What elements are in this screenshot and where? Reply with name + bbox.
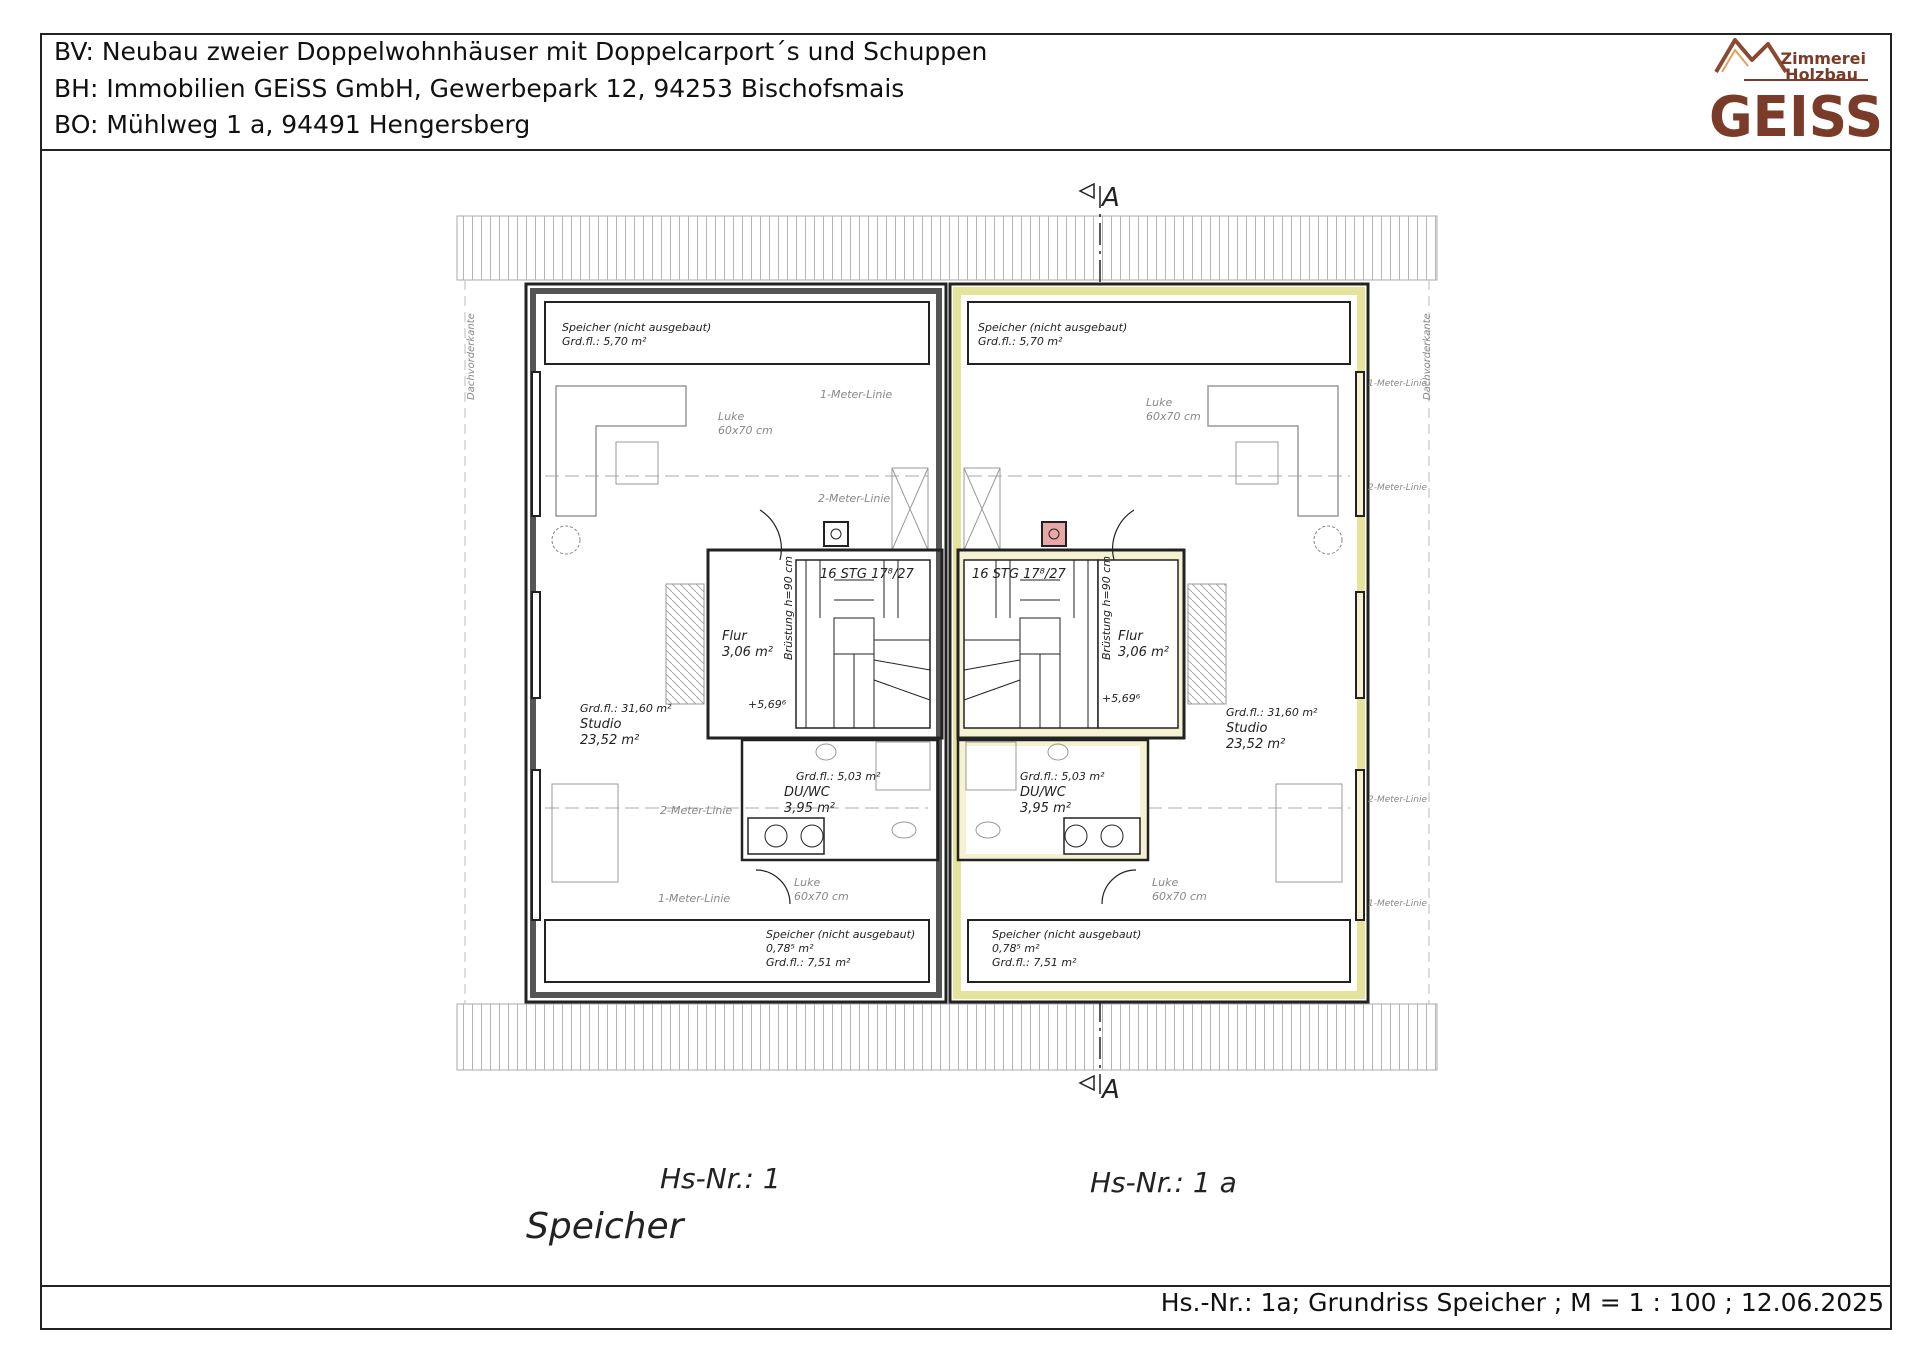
logo-zimmerei: Zimmerei <box>1780 49 1866 68</box>
two-meter-line-label: 2-Meter-Linie <box>818 492 891 505</box>
railing-label: Brüstung h=90 cm <box>782 556 795 660</box>
attic-bottom-area: 0,78⁵ m² <box>766 942 814 955</box>
attic-top-label: Speicher (nicht ausgebaut) <box>978 321 1128 334</box>
roof-mountain-icon <box>1716 40 1786 72</box>
bath-area: 3,95 m² <box>784 801 835 816</box>
attic-bottom-grd: Grd.fl.: 7,51 m² <box>992 956 1077 969</box>
chimney <box>1042 522 1066 546</box>
attic-top-label: Speicher (nicht ausgebaut) <box>562 321 712 334</box>
hatch-top-label: Luke <box>718 410 745 423</box>
attic-bottom-grd: Grd.fl.: 7,51 m² <box>766 956 851 969</box>
stairs-label: 16 STG 17⁸/27 <box>972 567 1066 582</box>
attic-top-area: Grd.fl.: 5,70 m² <box>978 335 1063 348</box>
flur-label: Flur <box>1118 629 1143 644</box>
attic-bottom-label: Speicher (nicht ausgebaut) <box>766 928 916 941</box>
flur-label: Flur <box>722 629 747 644</box>
studio-grd: Grd.fl.: 31,60 m² <box>580 702 672 715</box>
hatch-bottom-label: Luke <box>1152 876 1179 889</box>
one-meter-line-label-lower: 1-Meter-Linie <box>1368 899 1428 909</box>
client-line: BH: Immobilien GEiSS GmbH, Gewerbepark 12, 94253 Bischofsmais <box>54 74 905 103</box>
attic-bottom-area: 0,78⁵ m² <box>992 942 1040 955</box>
floor-name: Speicher <box>526 1206 684 1247</box>
hatch-bottom-label: Luke <box>794 876 821 889</box>
level-label: +5,69⁶ <box>748 698 787 711</box>
bath-label: DU/WC <box>1020 785 1066 800</box>
section-arrow-icon <box>1080 184 1094 198</box>
hatch-bottom-size: 60x70 cm <box>1152 890 1207 903</box>
hatch-bottom-size: 60x70 cm <box>794 890 849 903</box>
flur-area: 3,06 m² <box>1118 645 1169 660</box>
company-logo <box>1709 40 1883 150</box>
two-meter-line-label-lower: 2-Meter-Linie <box>1368 795 1428 805</box>
railing-label: Brüstung h=90 cm <box>1100 556 1113 660</box>
flur-area: 3,06 m² <box>722 645 773 660</box>
roof-edge-label-right: Dachvorderkante <box>1422 313 1433 400</box>
logo-brand: GEISS <box>1709 85 1883 150</box>
two-meter-line-label-lower: 2-Meter-Linie <box>660 804 733 817</box>
studio-area: 23,52 m² <box>1226 737 1286 752</box>
studio-grd: Grd.fl.: 31,60 m² <box>1226 706 1318 719</box>
one-meter-line-label: 1-Meter-Linie <box>1368 379 1428 389</box>
bath-grd: Grd.fl.: 5,03 m² <box>796 770 881 783</box>
stairs-label: 16 STG 17⁸/27 <box>820 567 914 582</box>
one-meter-line-label-lower: 1-Meter-Linie <box>658 892 731 905</box>
hatch-top-size: 60x70 cm <box>718 424 773 437</box>
hatch-top-label: Luke <box>1146 396 1173 409</box>
project-line: BV: Neubau zweier Doppelwohnhäuser mit Doppelcarport´s und Schuppen <box>54 37 988 66</box>
logo-holzbau: Holzbau <box>1785 65 1858 84</box>
bath-label: DU/WC <box>784 785 830 800</box>
level-label: +5,69⁶ <box>1102 692 1141 705</box>
studio-area: 23,52 m² <box>580 733 640 748</box>
section-marker-top: A <box>1102 183 1120 213</box>
bath-grd: Grd.fl.: 5,03 m² <box>1020 770 1105 783</box>
site-line: BO: Mühlweg 1 a, 94491 Hengersberg <box>54 110 531 139</box>
one-meter-line-label: 1-Meter-Linie <box>820 388 893 401</box>
attic-top-area: Grd.fl.: 5,70 m² <box>562 335 647 348</box>
footer-title-block: Hs.-Nr.: 1a; Grundriss Speicher ; M = 1 : 100 ; 12.06.2025 <box>1160 1288 1884 1317</box>
chimney <box>824 522 848 546</box>
house-1-plan <box>526 284 946 1002</box>
house-1-label: Hs-Nr.: 1 <box>660 1162 781 1195</box>
attic-bottom-label: Speicher (nicht ausgebaut) <box>992 928 1142 941</box>
house-1a-label: Hs-Nr.: 1 a <box>1090 1166 1237 1199</box>
section-marker-bottom: A <box>1102 1075 1120 1105</box>
hatch-top-size: 60x70 cm <box>1146 410 1201 423</box>
two-meter-line-label: 2-Meter-Linie <box>1368 483 1428 493</box>
bath-area: 3,95 m² <box>1020 801 1071 816</box>
house-1a-plan <box>950 284 1428 1002</box>
studio-label: Studio <box>1226 721 1268 736</box>
roof-edge-label-left: Dachvorderkante <box>466 313 477 400</box>
studio-label: Studio <box>580 717 622 732</box>
